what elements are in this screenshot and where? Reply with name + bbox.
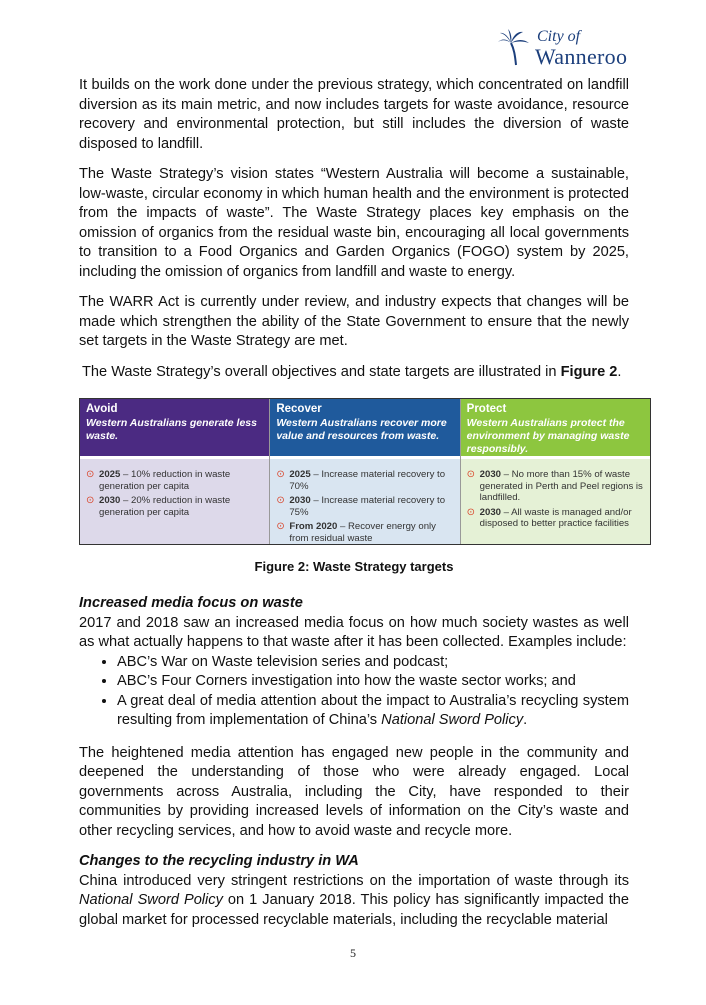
target-text: – 10% reduction in waste generation per capita <box>99 469 231 492</box>
recover-title: Recover <box>276 403 322 415</box>
target-icon: ⊙ <box>276 521 285 532</box>
avoid-targets <box>80 456 269 544</box>
recover-header <box>270 399 459 456</box>
target-year: 2030 <box>289 495 311 506</box>
document-body <box>79 76 643 941</box>
policy-name: National Sword Policy <box>381 712 524 728</box>
target-text: – Increase material recovery to 70% <box>289 469 446 492</box>
paragraph-warr-act: The WARR Act is currently under review, and industry expects that changes will be made which strengthen the ability of the State Government to ensure that the newly set targets in the Waste Strategy are met. <box>79 294 629 349</box>
target-icon: ⊙ <box>86 469 95 480</box>
figure-column-protect <box>461 399 650 544</box>
palm-icon <box>497 27 535 67</box>
target-icon: ⊙ <box>276 469 285 480</box>
list-item: • ABC’s Four Corners investigation into how the waste sector works; and <box>117 672 629 692</box>
recover-targets <box>270 456 459 544</box>
paragraph-recycling <box>79 872 629 931</box>
target-icon: ⊙ <box>276 495 285 506</box>
paragraph-media-outro: The heightened media attention has engaged new people in the community and deepened the understanding of those who were already engaged. Local governments across Australia, including the City, have responded to their communities by providing increased levels of information on the City’s waste and other recycling services, and how to avoid waste and recycle more. <box>79 744 629 839</box>
heading-media-focus: Increased media focus on waste <box>79 595 303 611</box>
target-year: From 2020 <box>289 521 338 532</box>
target-item <box>467 507 644 530</box>
target-item <box>276 469 453 492</box>
figure-column-recover <box>270 399 460 544</box>
page-number: 5 <box>350 946 356 960</box>
logo-city-text: City of <box>537 28 581 45</box>
avoid-title: Avoid <box>86 403 118 415</box>
protect-title: Protect <box>466 403 507 415</box>
recover-subtitle: Western Australians recover more value and resources from waste. <box>276 417 447 442</box>
target-year: 2030 <box>479 506 501 518</box>
protect-header <box>461 399 650 456</box>
logo-name-text: Wanneroo <box>535 44 628 69</box>
waste-strategy-figure <box>79 398 651 545</box>
figure-intro-text: The Waste Strategy’s overall objectives and state targets are illustrated in <box>82 363 561 380</box>
target-icon: ⊙ <box>466 469 476 480</box>
city-logo <box>497 27 662 69</box>
target-item <box>86 495 263 518</box>
target-text: – No more than 15% of waste generated in Perth and Peel regions is landfilled. <box>479 469 643 503</box>
target-text: – All waste is managed and/or disposed to better practice facilities <box>479 506 632 529</box>
avoid-subtitle: Western Australians generate less waste. <box>86 417 257 442</box>
target-year: 2025 <box>99 469 121 480</box>
avoid-header <box>80 399 269 456</box>
target-icon: ⊙ <box>466 506 476 518</box>
protect-targets <box>461 456 650 544</box>
paragraph-vision: The Waste Strategy’s vision states “Western Australia will become a sustainable, low-waste, circular economy in which human health and the environment is protected from the impacts of waste”. The Waste Strategy places key emphasis on the omission of organics from the residual waste bin, encouraging all local governments to transition to a Food Organics and Garden Organics (FOGO) system by 2025, including the omission of organics from landfill and waste to energy. <box>79 166 629 280</box>
paragraph-figure-intro <box>82 363 629 383</box>
recycling-text-end: on 1 January 2018. This policy has significantly impacted the global market for processed recyclable materials, including the recyclable material <box>79 892 629 928</box>
target-item <box>276 495 453 518</box>
recycling-text: China introduced very stringent restrictions on the importation of waste through its <box>79 872 629 889</box>
target-text: – 20% reduction in waste generation per capita <box>99 495 231 518</box>
bullet-end: . <box>523 712 528 728</box>
target-text: – Increase material recovery to 75% <box>289 495 446 518</box>
paragraph-previous-strategy: It builds on the work done under the previous strategy, which concentrated on landfill diversion as its main metric, and now includes targets for waste avoidance, resource recovery and environmental protection, but still includes the diversion of waste disposed to landfill. <box>79 77 629 152</box>
bullet-text: A great deal of media attention about the impact to Australia’s recycling system resulting from implementation of China’s <box>117 692 629 728</box>
list-item: • ABC’s War on Waste television series and podcast; <box>117 653 629 673</box>
figure-reference: Figure 2 <box>560 363 618 380</box>
target-year: 2025 <box>289 469 311 480</box>
figure-caption: Figure 2: Waste Strategy targets <box>254 559 454 574</box>
target-item <box>467 469 644 504</box>
heading-recycling-changes: Changes to the recycling industry in WA <box>79 853 359 869</box>
figure-column-avoid <box>80 399 270 544</box>
target-text: – Recover energy only from residual waste <box>289 521 436 544</box>
protect-subtitle: Western Australians protect the environment by managing waste responsibly. <box>466 417 630 455</box>
target-year: 2030 <box>99 495 121 506</box>
target-item <box>86 469 263 492</box>
target-item <box>276 521 453 544</box>
list-item <box>117 692 629 731</box>
target-icon: ⊙ <box>86 495 95 506</box>
figure-intro-end: . <box>617 363 622 380</box>
media-examples-list <box>79 653 629 731</box>
target-year: 2030 <box>479 469 501 480</box>
paragraph-media-intro: 2017 and 2018 saw an increased media focus on how much society wastes as well as what actually happens to that waste after it has been collected. Examples include: <box>79 614 629 650</box>
policy-name: National Sword Policy <box>79 892 223 908</box>
